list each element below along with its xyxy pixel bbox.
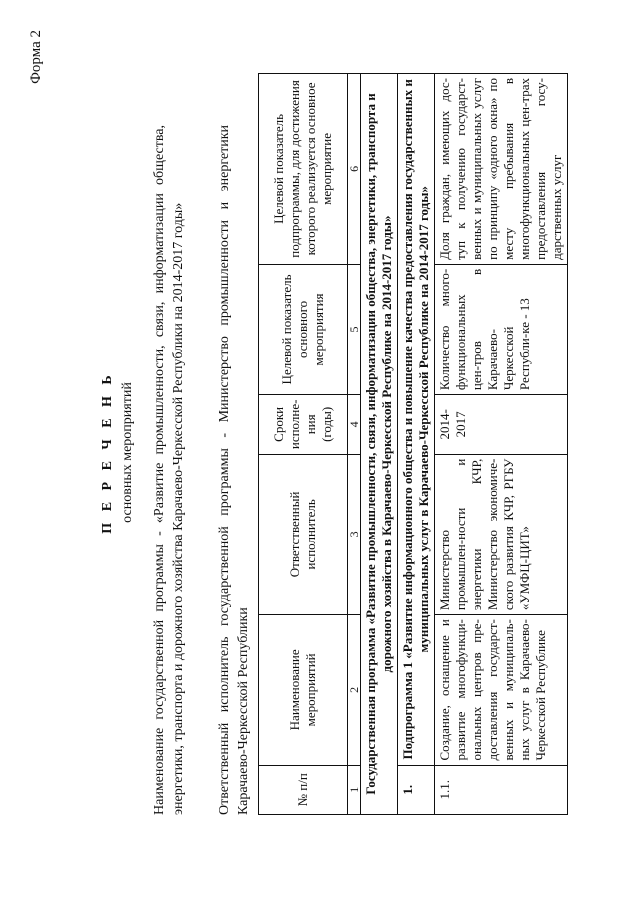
- program-row-text: Государственная программа «Развитие промышленности, связи, информатизации общества, энергетики, транспорта и дорожного хозяйства в Карачаево-Черкесской Республике на 2014-2017 годы»: [361, 74, 398, 815]
- measures-table: [258, 73, 568, 815]
- table-header-row: [259, 74, 348, 815]
- row-measure-name: Создание, оснащение и развитие многофункци-ональных центров пре-доставления государст-венных и муниципаль-ных услуг в Карачаево-Черкесской Республике: [435, 615, 568, 765]
- page-title: П Е Р Е Ч Е Н Ь: [100, 371, 115, 534]
- form-label: Форма 2: [28, 30, 44, 84]
- header-target: Целевой показатель подпрограммы, для достижения которого реализуется основное мероприятие: [259, 74, 348, 265]
- column-number: 4: [348, 395, 361, 455]
- column-number: 2: [348, 615, 361, 765]
- row-term: 2014-2017: [435, 395, 568, 455]
- executor-line: Ответственный исполнитель государственной программы - Министерство промышленности и энергетики Карачаево-Черкесской Республики: [217, 125, 251, 815]
- row-number: 1.1.: [435, 765, 568, 814]
- column-number-row: [348, 74, 361, 815]
- table-row: [435, 74, 568, 815]
- row-executor: Министерство промышлен-ности и энергетики КЧР, Министерство экономиче-ского развития КЧР, РГБУ «УМФЦ-ЦИТ»: [435, 454, 568, 615]
- column-number: 3: [348, 454, 361, 615]
- header-term: Сроки исполне- ния (годы): [259, 395, 348, 455]
- header-indicator: Целевой показатель основного мероприятия: [259, 264, 348, 394]
- row-indicator: Количество много-функциональных цен-тров в Карачаево-Черкесской Республи-ке - 13: [435, 264, 568, 394]
- column-number: 1: [348, 765, 361, 814]
- header-number: № п/п: [259, 765, 348, 814]
- program-name-line: Наименование государственной программы - «Развитие промышленности, связи, информатизации общества, энергетики, транспорта и дорожного хозяйства Карачаево-Черкесской Республики на 2014-2017 годы»: [152, 125, 186, 815]
- header-measure-name: Наименование мероприятий: [259, 615, 348, 765]
- header-executor: Ответственный исполнитель: [259, 454, 348, 615]
- rotated-document: [10, 10, 630, 895]
- column-number: 5: [348, 264, 361, 394]
- row-target: Доля граждан, имеющих дос-туп к получению государст-венных и муниципальных услуг по принципу «одного окна» по месту пребывания в многофункциональных цен-трах предоставления госу-дарственных услуг: [435, 74, 568, 265]
- subprogram-number: 1.: [398, 765, 435, 814]
- subprogram-row-text: Подпрограмма 1 «Развитие информационного общества и повышение качества предоставления государственных и муниципальных услуг в Карачаево-Черкесской Республике на 2014-2017 годы»: [398, 74, 435, 766]
- program-row: [361, 74, 398, 815]
- subprogram-row: [398, 74, 435, 815]
- page-subtitle: основных мероприятий: [120, 382, 135, 523]
- column-number: 6: [348, 74, 361, 265]
